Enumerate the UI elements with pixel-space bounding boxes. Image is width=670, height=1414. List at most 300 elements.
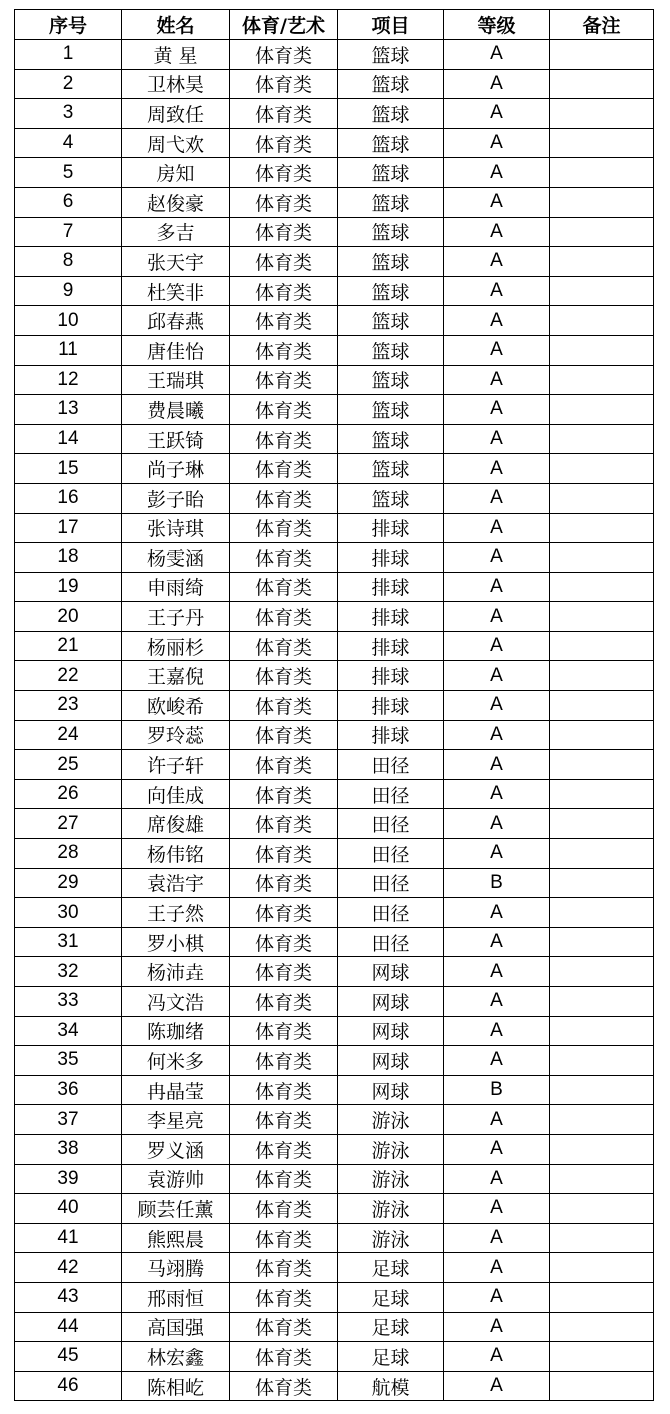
cell-note (550, 247, 654, 277)
cell-name: 冉晶莹 (122, 1075, 230, 1105)
cell-note (550, 839, 654, 869)
cell-grade: A (444, 365, 550, 395)
header-number: 序号 (15, 10, 122, 40)
cell-item: 篮球 (338, 365, 444, 395)
table-row (15, 631, 654, 661)
cell-name: 席俊雄 (122, 809, 230, 839)
cell-name: 杜笑非 (122, 276, 230, 306)
table-row (15, 868, 654, 898)
cell-grade: A (444, 306, 550, 336)
cell-note (550, 424, 654, 454)
table-row (15, 1164, 654, 1194)
cell-item: 排球 (338, 543, 444, 573)
cell-number: 45 (15, 1342, 122, 1372)
table-header (15, 10, 654, 40)
cell-grade: A (444, 1016, 550, 1046)
table-row (15, 40, 654, 70)
cell-item: 足球 (338, 1342, 444, 1372)
cell-note (550, 572, 654, 602)
cell-number: 44 (15, 1312, 122, 1342)
cell-item: 游泳 (338, 1105, 444, 1135)
cell-grade: A (444, 1342, 550, 1372)
table-row (15, 158, 654, 188)
table-row (15, 927, 654, 957)
table-row (15, 1016, 654, 1046)
header-row (15, 10, 654, 40)
table-row (15, 898, 654, 928)
cell-number: 32 (15, 957, 122, 987)
cell-category: 体育类 (230, 158, 338, 188)
cell-name: 王子丹 (122, 602, 230, 632)
cell-name: 周弋欢 (122, 128, 230, 158)
table-row (15, 187, 654, 217)
cell-category: 体育类 (230, 720, 338, 750)
table-row (15, 483, 654, 513)
cell-item: 田径 (338, 898, 444, 928)
table-row (15, 306, 654, 336)
cell-name: 杨丽杉 (122, 631, 230, 661)
cell-grade: A (444, 454, 550, 484)
cell-name: 王瑞琪 (122, 365, 230, 395)
cell-name: 高国强 (122, 1312, 230, 1342)
cell-grade: A (444, 750, 550, 780)
cell-note (550, 1371, 654, 1401)
cell-note (550, 1016, 654, 1046)
table-row (15, 454, 654, 484)
cell-category: 体育类 (230, 40, 338, 70)
cell-category: 体育类 (230, 1046, 338, 1076)
cell-item: 足球 (338, 1312, 444, 1342)
cell-name: 尚子琳 (122, 454, 230, 484)
table-row (15, 128, 654, 158)
table-row (15, 1371, 654, 1401)
cell-number: 35 (15, 1046, 122, 1076)
cell-note (550, 927, 654, 957)
cell-number: 26 (15, 779, 122, 809)
table-row (15, 720, 654, 750)
cell-item: 篮球 (338, 395, 444, 425)
cell-item: 排球 (338, 720, 444, 750)
cell-item: 网球 (338, 1046, 444, 1076)
cell-note (550, 335, 654, 365)
table-row (15, 602, 654, 632)
cell-number: 10 (15, 306, 122, 336)
cell-name: 张诗琪 (122, 513, 230, 543)
cell-name: 罗玲蕊 (122, 720, 230, 750)
cell-note (550, 365, 654, 395)
cell-category: 体育类 (230, 395, 338, 425)
cell-name: 林宏鑫 (122, 1342, 230, 1372)
cell-note (550, 513, 654, 543)
cell-category: 体育类 (230, 1164, 338, 1194)
cell-item: 田径 (338, 750, 444, 780)
cell-grade: A (444, 661, 550, 691)
cell-item: 排球 (338, 513, 444, 543)
table-row (15, 809, 654, 839)
cell-note (550, 187, 654, 217)
cell-grade: A (444, 602, 550, 632)
table-row (15, 424, 654, 454)
cell-number: 9 (15, 276, 122, 306)
table-row (15, 1223, 654, 1253)
cell-category: 体育类 (230, 779, 338, 809)
cell-grade: A (444, 927, 550, 957)
cell-item: 篮球 (338, 158, 444, 188)
cell-grade: A (444, 158, 550, 188)
table-row (15, 957, 654, 987)
cell-category: 体育类 (230, 1134, 338, 1164)
cell-item: 篮球 (338, 306, 444, 336)
cell-number: 39 (15, 1164, 122, 1194)
cell-category: 体育类 (230, 513, 338, 543)
cell-grade: A (444, 513, 550, 543)
cell-grade: A (444, 1282, 550, 1312)
cell-number: 42 (15, 1253, 122, 1283)
cell-note (550, 1164, 654, 1194)
header-category: 体育/艺术 (230, 10, 338, 40)
cell-name: 邱春燕 (122, 306, 230, 336)
cell-name: 袁游帅 (122, 1164, 230, 1194)
cell-number: 27 (15, 809, 122, 839)
cell-category: 体育类 (230, 987, 338, 1017)
cell-name: 欧峻希 (122, 691, 230, 721)
cell-name: 许子轩 (122, 750, 230, 780)
cell-grade: B (444, 868, 550, 898)
cell-number: 21 (15, 631, 122, 661)
cell-category: 体育类 (230, 276, 338, 306)
cell-number: 38 (15, 1134, 122, 1164)
cell-number: 34 (15, 1016, 122, 1046)
cell-item: 网球 (338, 1016, 444, 1046)
cell-note (550, 720, 654, 750)
table-row (15, 513, 654, 543)
cell-name: 王嘉倪 (122, 661, 230, 691)
cell-category: 体育类 (230, 128, 338, 158)
cell-item: 田径 (338, 868, 444, 898)
cell-grade: A (444, 1253, 550, 1283)
table-row (15, 1105, 654, 1135)
cell-grade: A (444, 1371, 550, 1401)
cell-note (550, 987, 654, 1017)
header-grade: 等级 (444, 10, 550, 40)
table-row (15, 1342, 654, 1372)
cell-number: 24 (15, 720, 122, 750)
cell-item: 篮球 (338, 335, 444, 365)
cell-note (550, 69, 654, 99)
cell-grade: A (444, 1164, 550, 1194)
table-row (15, 99, 654, 129)
table-row (15, 572, 654, 602)
cell-category: 体育类 (230, 1223, 338, 1253)
cell-category: 体育类 (230, 750, 338, 780)
cell-note (550, 276, 654, 306)
cell-grade: A (444, 720, 550, 750)
cell-grade: A (444, 1312, 550, 1342)
cell-category: 体育类 (230, 898, 338, 928)
cell-grade: A (444, 957, 550, 987)
table-row (15, 543, 654, 573)
cell-note (550, 750, 654, 780)
cell-grade: A (444, 1194, 550, 1224)
cell-name: 冯文浩 (122, 987, 230, 1017)
cell-note (550, 1134, 654, 1164)
cell-note (550, 1342, 654, 1372)
cell-category: 体育类 (230, 187, 338, 217)
cell-number: 14 (15, 424, 122, 454)
cell-category: 体育类 (230, 306, 338, 336)
cell-grade: A (444, 483, 550, 513)
cell-grade: A (444, 779, 550, 809)
cell-note (550, 1194, 654, 1224)
cell-item: 篮球 (338, 69, 444, 99)
cell-number: 37 (15, 1105, 122, 1135)
cell-item: 游泳 (338, 1134, 444, 1164)
cell-item: 网球 (338, 957, 444, 987)
cell-number: 31 (15, 927, 122, 957)
cell-note (550, 1046, 654, 1076)
cell-category: 体育类 (230, 661, 338, 691)
cell-category: 体育类 (230, 1075, 338, 1105)
cell-number: 3 (15, 99, 122, 129)
cell-item: 篮球 (338, 40, 444, 70)
cell-category: 体育类 (230, 1282, 338, 1312)
cell-category: 体育类 (230, 365, 338, 395)
cell-grade: A (444, 187, 550, 217)
table-row (15, 691, 654, 721)
cell-note (550, 217, 654, 247)
cell-number: 22 (15, 661, 122, 691)
cell-note (550, 1105, 654, 1135)
cell-name: 马翊腾 (122, 1253, 230, 1283)
cell-note (550, 1282, 654, 1312)
cell-name: 何米多 (122, 1046, 230, 1076)
cell-number: 40 (15, 1194, 122, 1224)
cell-item: 网球 (338, 987, 444, 1017)
cell-category: 体育类 (230, 572, 338, 602)
cell-category: 体育类 (230, 99, 338, 129)
cell-number: 7 (15, 217, 122, 247)
cell-number: 8 (15, 247, 122, 277)
cell-item: 排球 (338, 691, 444, 721)
cell-name: 彭子眙 (122, 483, 230, 513)
cell-number: 6 (15, 187, 122, 217)
cell-note (550, 661, 654, 691)
cell-number: 33 (15, 987, 122, 1017)
header-item: 项目 (338, 10, 444, 40)
cell-item: 航模 (338, 1371, 444, 1401)
cell-item: 排球 (338, 572, 444, 602)
cell-grade: A (444, 1046, 550, 1076)
cell-grade: A (444, 1134, 550, 1164)
cell-number: 46 (15, 1371, 122, 1401)
cell-category: 体育类 (230, 1371, 338, 1401)
cell-grade: A (444, 1105, 550, 1135)
cell-item: 篮球 (338, 424, 444, 454)
cell-name: 顾芸任薰 (122, 1194, 230, 1224)
cell-number: 15 (15, 454, 122, 484)
cell-name: 向佳成 (122, 779, 230, 809)
table-row (15, 1046, 654, 1076)
cell-grade: A (444, 809, 550, 839)
table-row (15, 779, 654, 809)
cell-name: 申雨绮 (122, 572, 230, 602)
table-row (15, 365, 654, 395)
cell-item: 田径 (338, 779, 444, 809)
cell-item: 足球 (338, 1253, 444, 1283)
table-row (15, 1312, 654, 1342)
cell-number: 28 (15, 839, 122, 869)
cell-number: 4 (15, 128, 122, 158)
table-row (15, 69, 654, 99)
cell-grade: A (444, 99, 550, 129)
cell-category: 体育类 (230, 69, 338, 99)
cell-grade: A (444, 128, 550, 158)
cell-item: 篮球 (338, 247, 444, 277)
cell-note (550, 1075, 654, 1105)
cell-grade: A (444, 247, 550, 277)
cell-number: 20 (15, 602, 122, 632)
cell-grade: A (444, 335, 550, 365)
cell-item: 足球 (338, 1282, 444, 1312)
cell-note (550, 809, 654, 839)
cell-category: 体育类 (230, 809, 338, 839)
cell-item: 排球 (338, 631, 444, 661)
cell-item: 游泳 (338, 1164, 444, 1194)
cell-grade: A (444, 395, 550, 425)
cell-category: 体育类 (230, 454, 338, 484)
cell-grade: A (444, 839, 550, 869)
cell-item: 篮球 (338, 454, 444, 484)
cell-note (550, 454, 654, 484)
cell-number: 29 (15, 868, 122, 898)
cell-number: 11 (15, 335, 122, 365)
table-row (15, 276, 654, 306)
cell-name: 卫林昊 (122, 69, 230, 99)
table-body (15, 40, 654, 1401)
cell-note (550, 898, 654, 928)
cell-item: 篮球 (338, 99, 444, 129)
cell-number: 19 (15, 572, 122, 602)
cell-note (550, 631, 654, 661)
cell-name: 罗义涵 (122, 1134, 230, 1164)
cell-category: 体育类 (230, 543, 338, 573)
cell-item: 田径 (338, 839, 444, 869)
cell-category: 体育类 (230, 1253, 338, 1283)
cell-note (550, 1253, 654, 1283)
cell-category: 体育类 (230, 1016, 338, 1046)
table-row (15, 1134, 654, 1164)
cell-name: 房知 (122, 158, 230, 188)
cell-name: 熊熙晨 (122, 1223, 230, 1253)
cell-category: 体育类 (230, 483, 338, 513)
cell-category: 体育类 (230, 1105, 338, 1135)
cell-item: 篮球 (338, 483, 444, 513)
cell-note (550, 395, 654, 425)
cell-grade: A (444, 543, 550, 573)
cell-grade: A (444, 424, 550, 454)
cell-note (550, 543, 654, 573)
table-row (15, 750, 654, 780)
table-row (15, 839, 654, 869)
cell-category: 体育类 (230, 1312, 338, 1342)
cell-name: 陈相屹 (122, 1371, 230, 1401)
cell-name: 费晨曦 (122, 395, 230, 425)
cell-number: 18 (15, 543, 122, 573)
cell-number: 23 (15, 691, 122, 721)
cell-grade: A (444, 898, 550, 928)
cell-number: 43 (15, 1282, 122, 1312)
cell-name: 赵俊豪 (122, 187, 230, 217)
cell-name: 黄 星 (122, 40, 230, 70)
cell-category: 体育类 (230, 839, 338, 869)
cell-category: 体育类 (230, 335, 338, 365)
cell-note (550, 691, 654, 721)
table-row (15, 1075, 654, 1105)
cell-number: 5 (15, 158, 122, 188)
cell-number: 13 (15, 395, 122, 425)
cell-category: 体育类 (230, 247, 338, 277)
cell-name: 多吉 (122, 217, 230, 247)
cell-name: 邢雨恒 (122, 1282, 230, 1312)
cell-number: 12 (15, 365, 122, 395)
cell-grade: A (444, 40, 550, 70)
cell-category: 体育类 (230, 691, 338, 721)
cell-number: 17 (15, 513, 122, 543)
cell-name: 王子然 (122, 898, 230, 928)
cell-name: 李星亮 (122, 1105, 230, 1135)
cell-note (550, 1223, 654, 1253)
cell-name: 袁浩宇 (122, 868, 230, 898)
table-row (15, 335, 654, 365)
cell-grade: A (444, 572, 550, 602)
cell-note (550, 957, 654, 987)
cell-name: 杨雯涵 (122, 543, 230, 573)
table-row (15, 217, 654, 247)
cell-note (550, 483, 654, 513)
cell-note (550, 40, 654, 70)
cell-note (550, 868, 654, 898)
cell-item: 篮球 (338, 128, 444, 158)
cell-grade: A (444, 1223, 550, 1253)
cell-item: 游泳 (338, 1223, 444, 1253)
cell-note (550, 1312, 654, 1342)
cell-name: 罗小棋 (122, 927, 230, 957)
cell-category: 体育类 (230, 631, 338, 661)
table-row (15, 1194, 654, 1224)
cell-name: 陈珈绪 (122, 1016, 230, 1046)
cell-number: 16 (15, 483, 122, 513)
cell-item: 游泳 (338, 1194, 444, 1224)
cell-name: 张天宇 (122, 247, 230, 277)
header-name: 姓名 (122, 10, 230, 40)
cell-number: 41 (15, 1223, 122, 1253)
roster-table (14, 9, 654, 1401)
table-row (15, 395, 654, 425)
header-note: 备注 (550, 10, 654, 40)
cell-item: 篮球 (338, 217, 444, 247)
cell-note (550, 128, 654, 158)
cell-grade: A (444, 631, 550, 661)
cell-category: 体育类 (230, 1194, 338, 1224)
cell-name: 杨伟铭 (122, 839, 230, 869)
cell-name: 唐佳怡 (122, 335, 230, 365)
cell-category: 体育类 (230, 602, 338, 632)
cell-grade: A (444, 987, 550, 1017)
cell-note (550, 158, 654, 188)
cell-item: 田径 (338, 809, 444, 839)
cell-name: 王跃锜 (122, 424, 230, 454)
cell-item: 排球 (338, 602, 444, 632)
